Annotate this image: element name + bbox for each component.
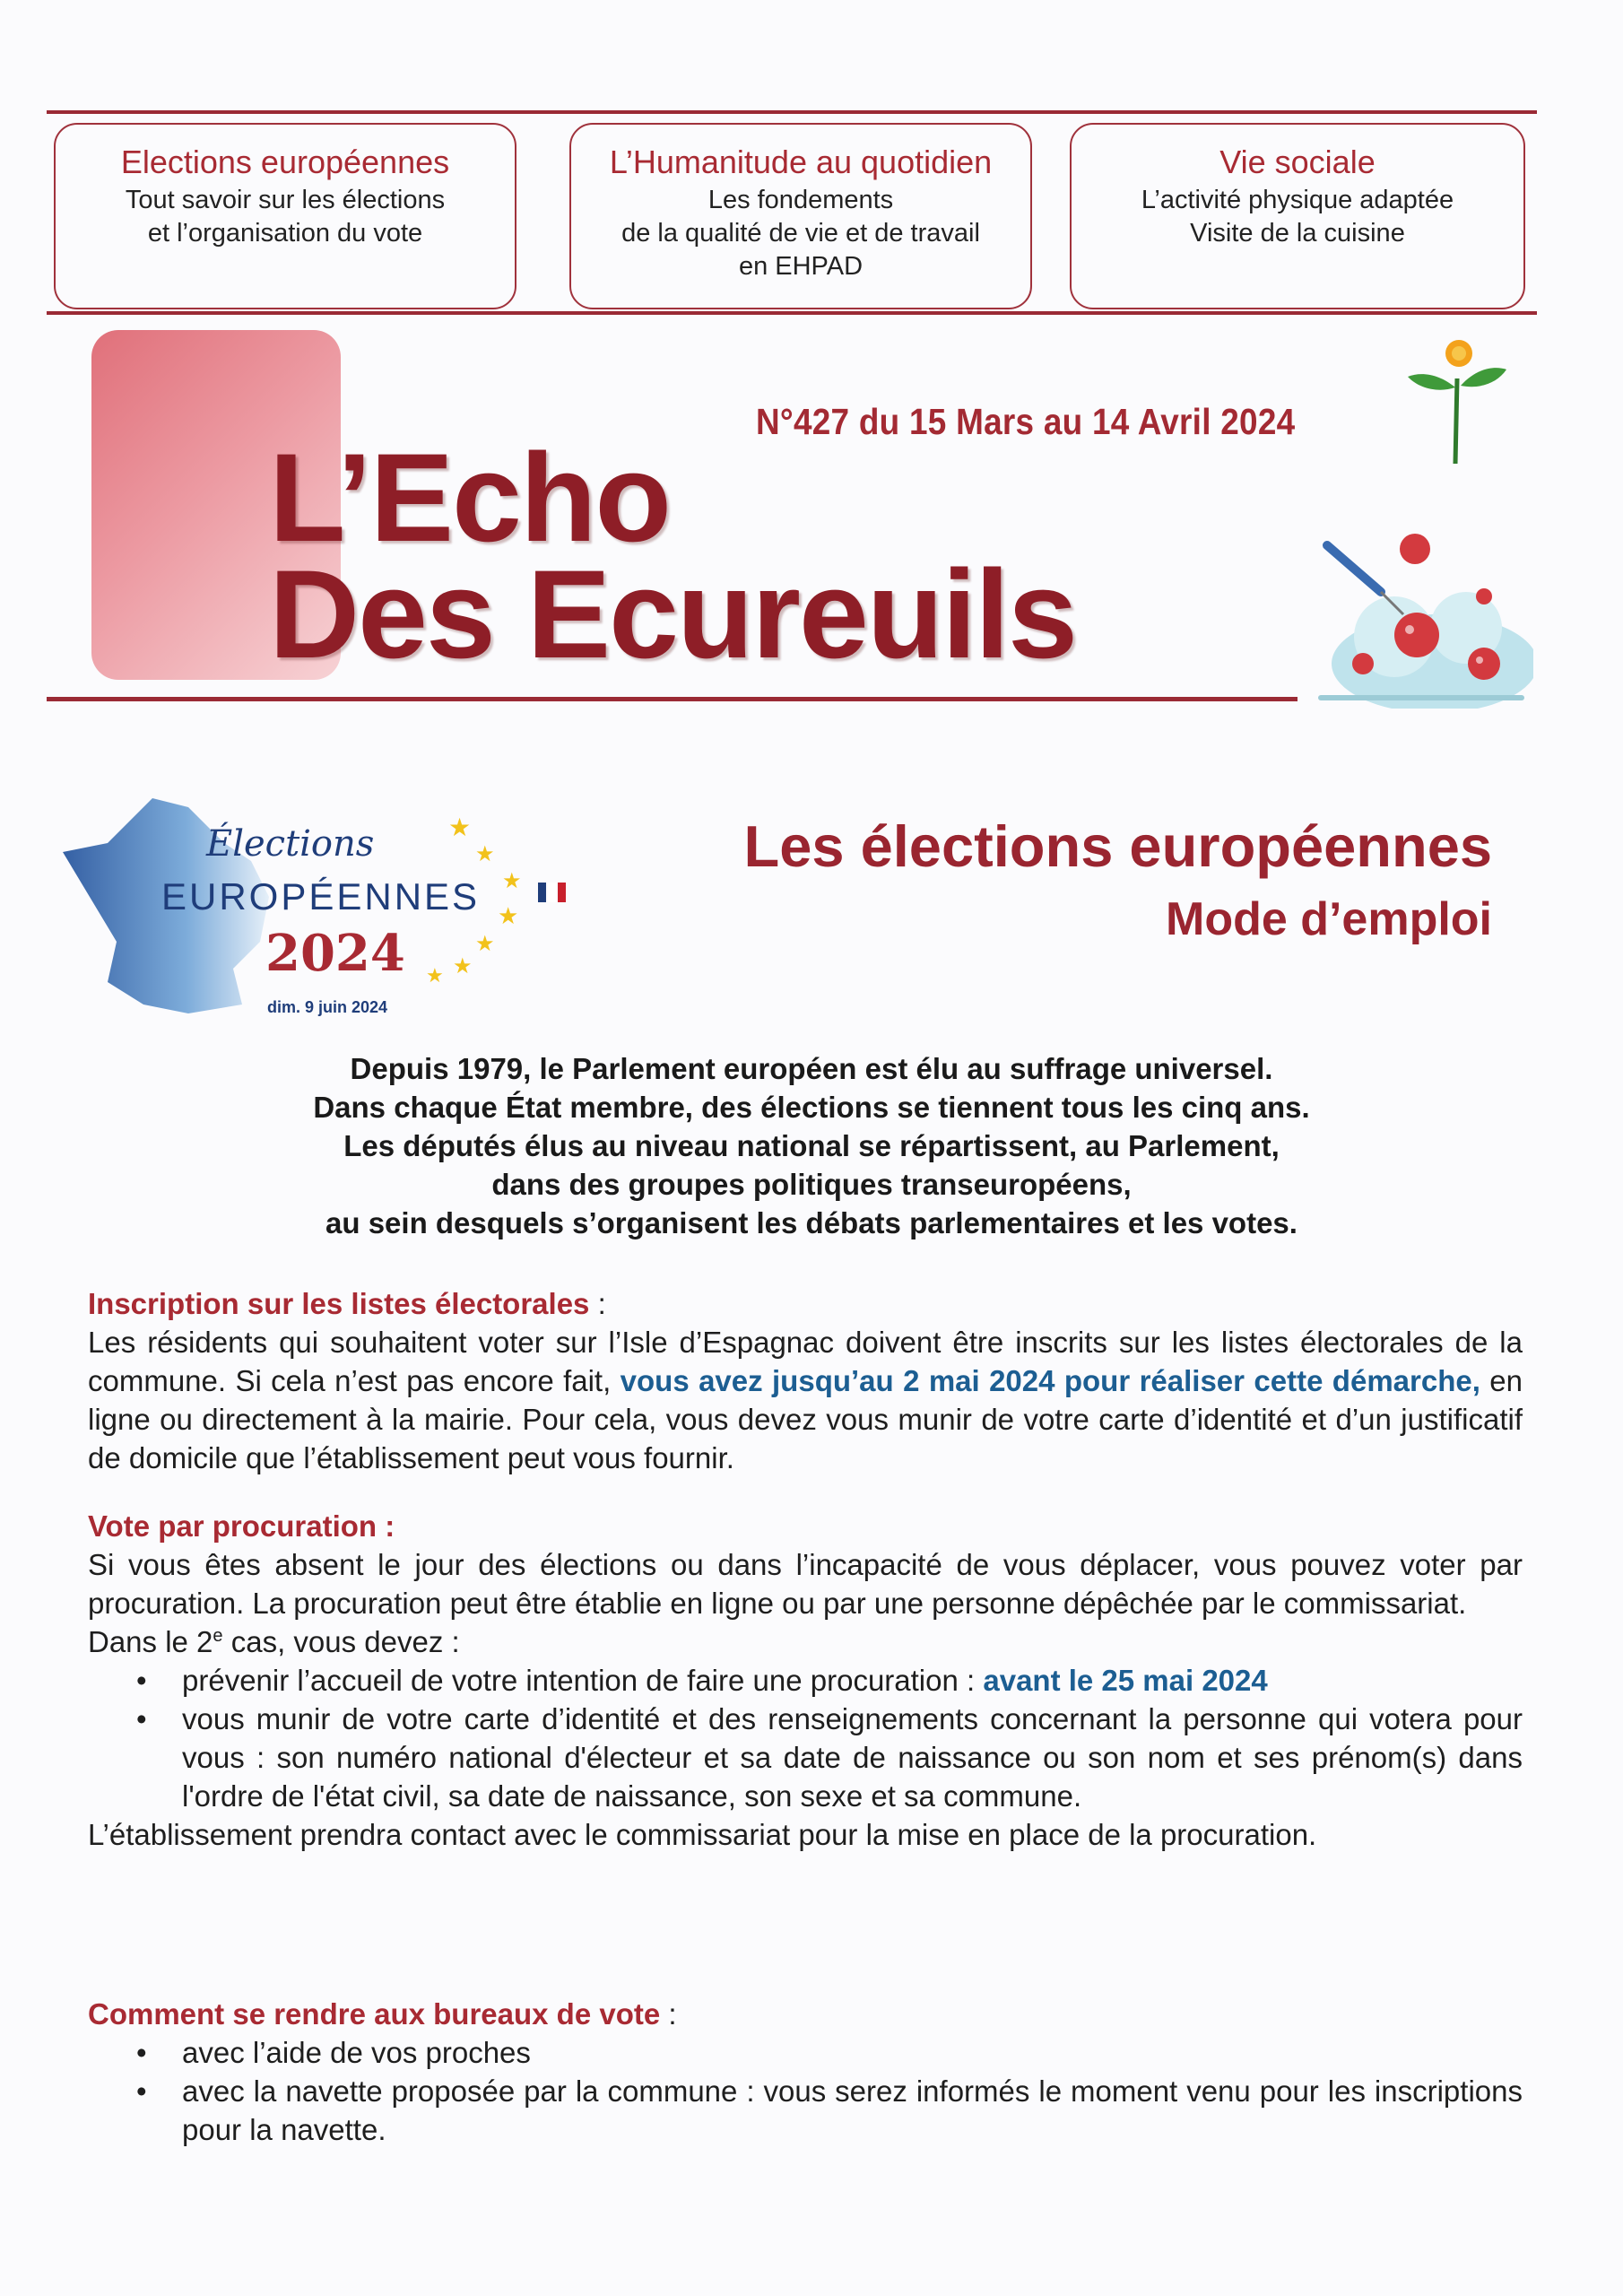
list-item: • avec l’aide de vos proches <box>88 2033 1523 2072</box>
intro-line: Dans chaque État membre, des élections se tiennent tous les cinq ans. <box>313 1091 1310 1124</box>
transport-section <box>88 1995 1523 2149</box>
case-prefix: Dans le 2 <box>88 1625 213 1658</box>
section-subtitle: Mode d’emploi <box>1166 893 1492 945</box>
vaccine-virus-icon <box>1309 529 1533 709</box>
inscription-heading: Inscription sur les listes électorales <box>88 1287 590 1320</box>
transport-heading: Comment se rendre aux bureaux de vote <box>88 1997 661 2031</box>
topic-title: L’Humanitude au quotidien <box>609 144 993 180</box>
badge-title: EUROPÉENNES <box>161 875 481 918</box>
list-item: • vous munir de votre carte d’identité et des renseignements concernant la personne qui votera pour vous : son numéro national d'électeur et sa date de naissance ou son nom et ses prénom(s) dans l'ordre de l'état civil, sa date de naissance, son sexe et sa commune. <box>88 1700 1523 1815</box>
procuration-closing: L’établissement prendra contact avec le commissariat pour la mise en place de la procuration. <box>88 1818 1317 1851</box>
procuration-heading: Vote par procuration : <box>88 1509 395 1543</box>
heading-colon: : <box>589 1287 606 1320</box>
topic-box-vie-sociale[interactable] <box>1070 123 1525 309</box>
topic-line: Tout savoir sur les élections <box>125 186 446 214</box>
topic-line: L’activité physique adaptée <box>1141 186 1454 214</box>
intro-line: au sein desquels s’organisent les débats parlementaires et les votes. <box>325 1206 1298 1239</box>
topics-divider <box>47 311 1537 315</box>
transport-heading-line <box>88 1995 1523 2033</box>
inscription-deadline: vous avez jusqu’au 2 mai 2024 pour réaliser cette démarche, <box>620 1364 1480 1397</box>
list-item: • avec la navette proposée par la commune : vous serez informés le moment venu pour les inscriptions pour la navette. <box>88 2072 1523 2149</box>
badge-year: 2024 <box>265 924 405 983</box>
inscription-text: Les résidents qui souhaitent voter sur l’Isle d’Espagnac doivent être inscrits sur les listes électorales de la commune. Si cela n’est pas encore fait, <box>88 1326 1523 1397</box>
case-suffix: cas, vous devez : <box>222 1625 460 1658</box>
intro-paragraph <box>161 1049 1462 1242</box>
procuration-text: Si vous êtes absent le jour des élections ou dans l’incapacité de vous déplacer, vous pouvez voter par procuration. La procuration peut être établie en ligne ou par une personne dépêchée par le commissariat. <box>88 1548 1523 1620</box>
inscription-text-end: en ligne ou directement à la mairie. Pour cela, vous devez vous munir de votre carte d’identité et d’un justificatif de domicile que l’établissement peut vous fournir. <box>88 1364 1523 1474</box>
transport-list <box>88 2033 1523 2149</box>
svg-text:★: ★ <box>448 813 472 841</box>
topic-line: de la qualité de vie et de travail <box>621 219 980 248</box>
intro-line: dans des groupes politiques transeuropéens, <box>491 1168 1132 1201</box>
topic-line: Les fondements <box>707 186 894 214</box>
topic-line: Visite de la cuisine <box>1190 219 1405 248</box>
topic-title: Vie sociale <box>1219 144 1376 180</box>
list-item <box>88 1661 1523 1700</box>
topic-line: en EHPAD <box>738 252 864 281</box>
procuration-list <box>88 1661 1523 1815</box>
bullet-text: prévenir l’accueil de votre intention de faire une procuration : <box>182 1664 984 1697</box>
topic-line: et l’organisation du vote <box>147 219 423 248</box>
svg-text:★: ★ <box>475 842 495 866</box>
inscription-paragraph <box>88 1284 1523 1477</box>
badge-script: Élections <box>206 823 375 865</box>
sprout-logo-icon <box>1403 334 1511 468</box>
top-divider <box>47 110 1537 114</box>
topic-box-elections[interactable] <box>54 123 516 309</box>
masthead-line2: Des Ecureuils <box>269 544 1076 684</box>
procuration-case <box>88 1622 1523 1661</box>
topic-title: Elections européennes <box>120 144 450 180</box>
section-title: Les élections européennes <box>743 813 1492 879</box>
newsletter-title <box>269 427 1076 684</box>
intro-line: Depuis 1979, le Parlement européen est élu au suffrage universel. <box>350 1052 1273 1085</box>
procuration-deadline: avant le 25 mai 2024 <box>983 1664 1268 1697</box>
svg-text:★: ★ <box>475 932 495 956</box>
svg-text:★: ★ <box>502 869 522 893</box>
masthead-line1: L’Echo <box>269 427 670 568</box>
inscription-section <box>88 1284 1523 1490</box>
case-sup: e <box>213 1626 223 1646</box>
procuration-section <box>88 1507 1523 1854</box>
svg-text:★: ★ <box>426 964 444 987</box>
badge-date: dim. 9 juin 2024 <box>267 998 388 1016</box>
masthead-divider <box>47 697 1298 701</box>
issue-number: N°427 du 15 Mars au 14 Avril 2024 <box>756 401 1296 442</box>
svg-text:★: ★ <box>453 954 473 978</box>
svg-text:★: ★ <box>498 902 519 929</box>
intro-line: Les députés élus au niveau national se répartissent, au Parlement, <box>343 1129 1280 1162</box>
topic-box-humanitude[interactable] <box>569 123 1032 309</box>
heading-colon: : <box>660 1997 677 2031</box>
